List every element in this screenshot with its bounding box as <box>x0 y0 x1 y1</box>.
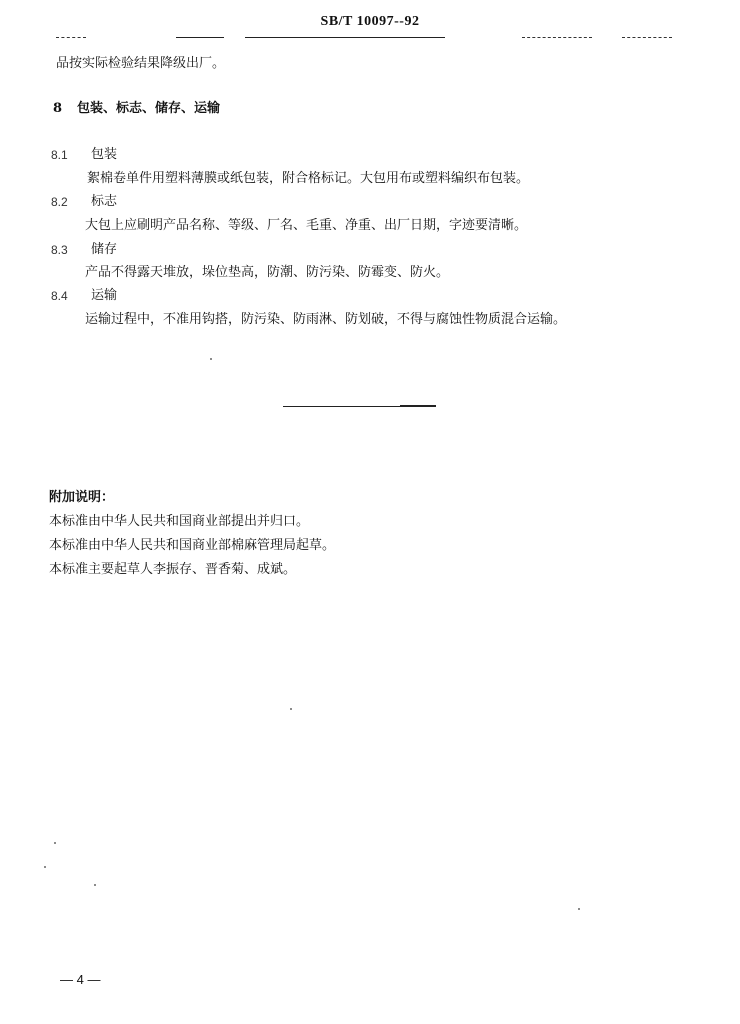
subsection-8-3-title: 储存 <box>91 242 118 257</box>
header-rule-left-1 <box>56 37 86 38</box>
subsection-8-1-body: 絮棉卷单件用塑料薄膜或纸包装，附合格标记。大包用布或塑料编织布包装。 <box>87 171 530 186</box>
section-8-number: 8 <box>53 101 63 116</box>
subsection-8-4-title: 运输 <box>91 288 118 303</box>
subsection-8-2-number: 8.2 <box>51 195 68 209</box>
scan-speck <box>578 908 580 910</box>
scan-speck <box>290 708 292 710</box>
subsection-8-1-number: 8.1 <box>51 148 68 162</box>
subsection-8-2-title: 标志 <box>91 194 118 209</box>
end-rule-thick <box>400 405 436 407</box>
additional-note-line: 本标准主要起草人李振存、晋香菊、成斌。 <box>49 562 297 577</box>
header-rule-right-2 <box>622 37 672 38</box>
subsection-8-2-body: 大包上应刷明产品名称、等级、厂名、毛重、净重、出厂日期，字迹要清晰。 <box>85 218 528 233</box>
header-rule-right-1 <box>522 37 592 38</box>
continuation-text: 品按实际检验结果降级出厂。 <box>56 56 226 71</box>
additional-note-line: 本标准由中华人民共和国商业部棉麻管理局起草。 <box>49 538 336 553</box>
scan-speck <box>44 866 46 868</box>
page-number: — 4 — <box>60 972 101 987</box>
header-rule-center <box>245 37 445 38</box>
additional-notes-heading: 附加说明： <box>49 490 115 505</box>
additional-note-line: 本标准由中华人民共和国商业部提出并归口。 <box>49 514 310 529</box>
scan-speck <box>54 842 56 844</box>
standard-code-header: SB/T 10097--92 <box>320 14 420 29</box>
subsection-8-4-body: 运输过程中，不准用钩搭，防污染、防雨淋、防划破，不得与腐蚀性物质混合运输。 <box>85 312 567 327</box>
subsection-8-1-title: 包装 <box>91 147 118 162</box>
subsection-8-4-number: 8.4 <box>51 289 68 303</box>
header-rule-left-2 <box>176 37 224 38</box>
section-8-title: 包装、标志、储存、运输 <box>77 101 221 116</box>
subsection-8-3-body: 产品不得露天堆放，垛位垫高，防潮、防污染、防霉变、防火。 <box>85 265 450 280</box>
subsection-8-3-number: 8.3 <box>51 243 68 257</box>
scan-speck <box>94 884 96 886</box>
scan-speck <box>210 358 212 360</box>
